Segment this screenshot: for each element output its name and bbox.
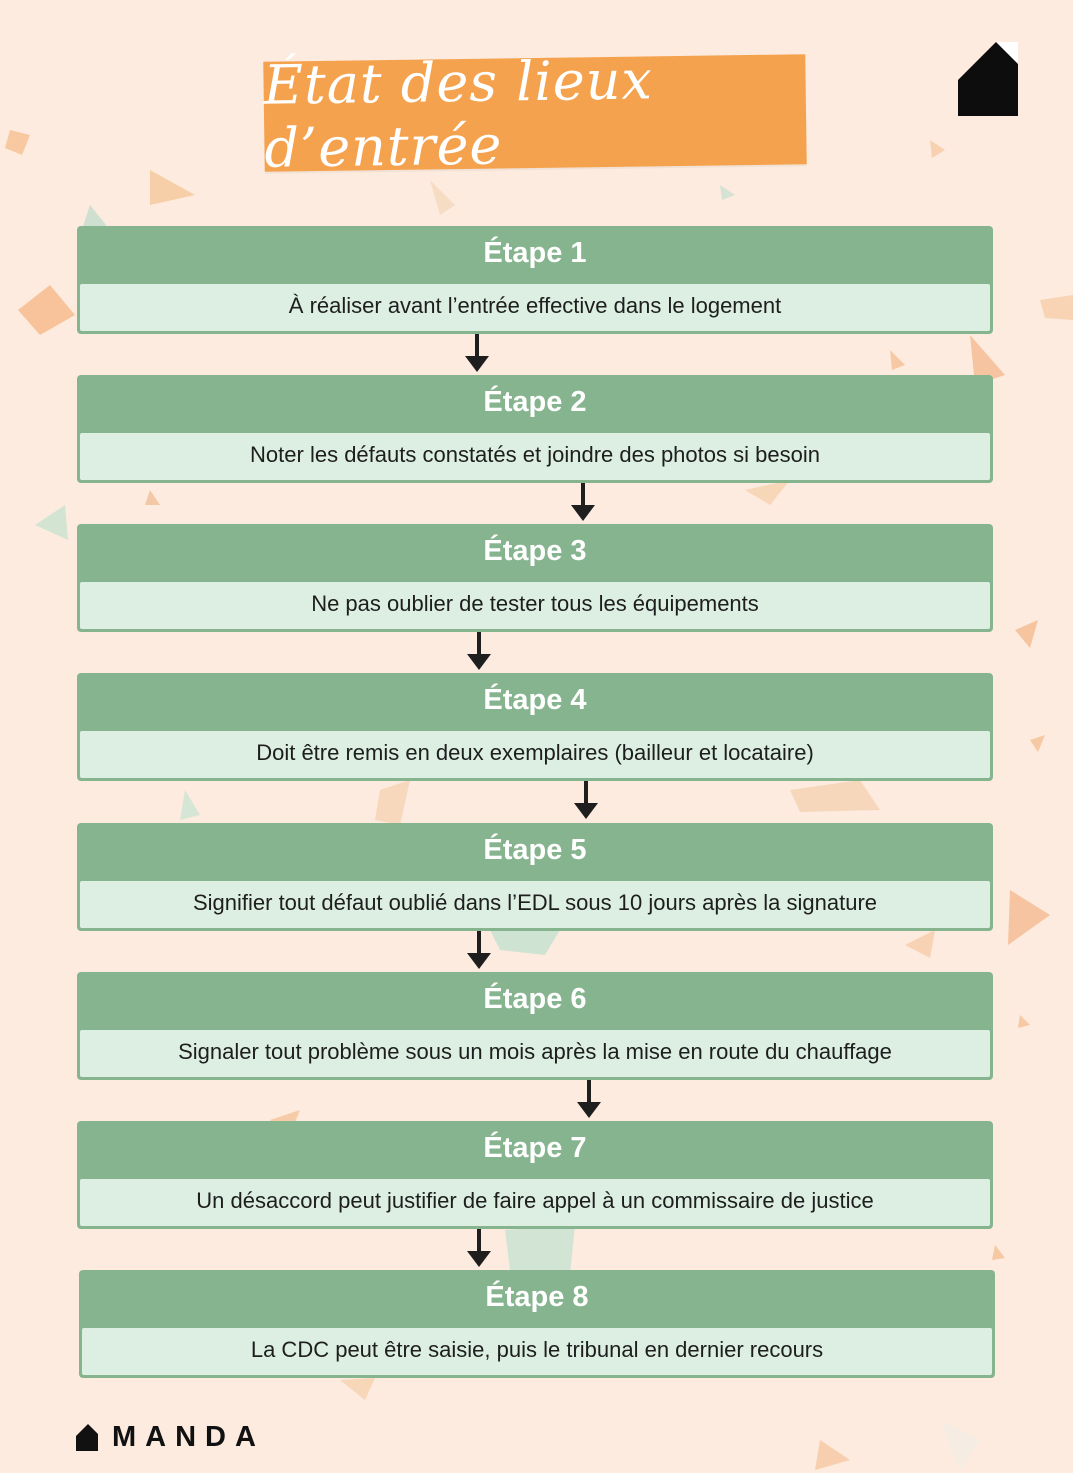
step-description: À réaliser avant l’entrée effective dans le logement: [80, 284, 990, 331]
title-banner: [263, 48, 806, 180]
step-label: Étape 5: [483, 834, 587, 866]
step-description: Signifier tout défaut oublié dans l’EDL sous 10 jours après la signature: [80, 881, 990, 928]
step-description: Doit être remis en deux exemplaires (bailleur et locataire): [80, 731, 990, 778]
step-card-4: [77, 673, 993, 781]
step-card-7: [77, 1121, 993, 1229]
step-label: Étape 2: [483, 386, 587, 418]
step-card-1: [77, 226, 993, 334]
brand-name: MANDA: [112, 1421, 265, 1453]
step-label: Étape 1: [483, 237, 587, 269]
arrow-down-icon: [576, 1080, 602, 1120]
arrow-down-icon: [466, 1229, 492, 1269]
step-card-2: [77, 375, 993, 483]
step-description: Signaler tout problème sous un mois après la mise en route du chauffage: [80, 1030, 990, 1077]
step-label: Étape 8: [485, 1281, 589, 1313]
folded-page-icon: [958, 42, 1018, 121]
step-label: Étape 7: [483, 1132, 587, 1164]
step-description: La CDC peut être saisie, puis le tribunal en dernier recours: [82, 1328, 992, 1375]
arrow-down-icon: [466, 931, 492, 971]
step-label: Étape 3: [483, 535, 587, 567]
step-card-8: [79, 1270, 995, 1378]
arrow-down-icon: [464, 334, 490, 374]
step-label: Étape 6: [483, 983, 587, 1015]
arrow-down-icon: [466, 632, 492, 672]
step-card-5: [77, 823, 993, 931]
folded-page-icon: [76, 1424, 98, 1451]
step-label: Étape 4: [483, 684, 587, 716]
step-description: Ne pas oublier de tester tous les équipements: [80, 582, 990, 629]
step-description: Un désaccord peut justifier de faire appel à un commissaire de justice: [80, 1179, 990, 1226]
page-title: État des lieux d’entrée: [263, 48, 654, 180]
brand-footer: [76, 1421, 265, 1454]
step-description: Noter les défauts constatés et joindre des photos si besoin: [80, 433, 990, 480]
arrow-down-icon: [570, 483, 596, 523]
step-card-3: [77, 524, 993, 632]
step-card-6: [77, 972, 993, 1080]
arrow-down-icon: [573, 781, 599, 821]
